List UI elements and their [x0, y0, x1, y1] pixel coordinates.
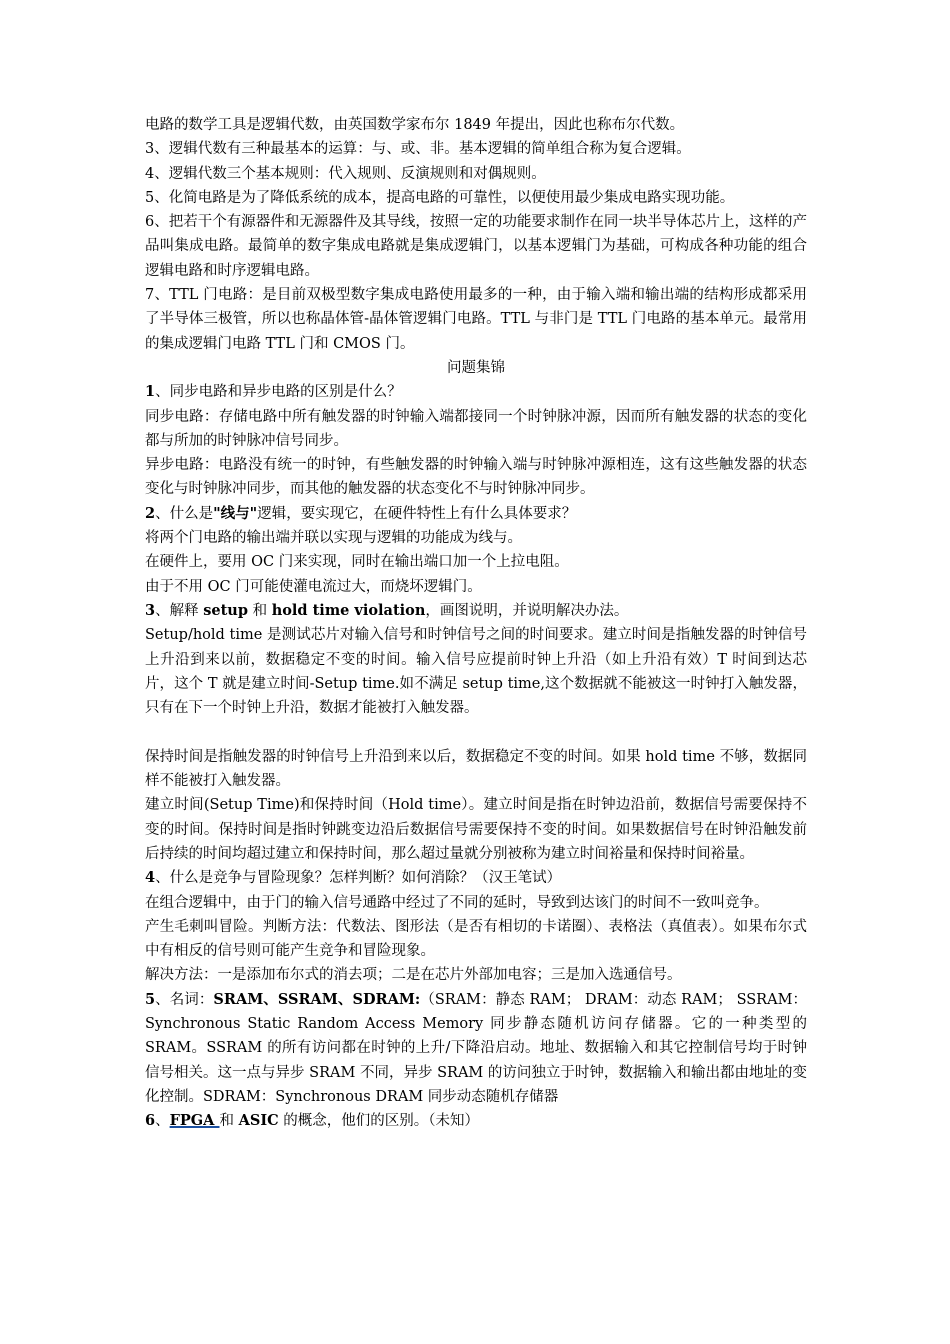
question-5-number: 5 — [145, 990, 156, 1008]
question-3-heading — [145, 599, 807, 623]
question-3-answer-setup: Setup/hold time 是测试芯片对输入信号和时钟信号之间的时间要求。建立时间是指触发器的时钟信号上升沿到来以前，数据稳定不变的时间。输入信号应提前时钟上升沿（如上升沿有效）T 时间到达芯片，这个 T 就是建立时间-Setup time.如不满足 setup time,这个数据就不能被这一时钟打入触发器，只有在下一个时钟上升沿，数据才能被打入触发器。 — [145, 627, 807, 717]
question-5-terms: SRAM、SSRAM、SDRAM: — [213, 990, 421, 1008]
question-6-term-asic: ASIC — [238, 1112, 279, 1130]
paragraph-point-7: 7、TTL 门电路：是目前双极型数字集成电路使用最多的一种，由于输入端和输出端的结构形成都采用了半导体三极管，所以也称晶体管-晶体管逻辑门电路。TTL 与非门是 TTL 门电路的基本单元。最常用的集成逻辑门电路 TTL 门和 CMOS 门。 — [145, 287, 807, 352]
question-2-quote: "线与" — [213, 504, 258, 522]
question-2-title-pre: 、什么是 — [155, 505, 214, 522]
question-6-post: 的概念，他们的区别。（未知） — [278, 1113, 479, 1130]
fpga-link[interactable]: FPGA — [169, 1112, 220, 1130]
question-3-title-post: ，画图说明，并说明解决办法。 — [425, 602, 629, 619]
paragraph-point-4: 4、逻辑代数三个基本规则：代入规则、反演规则和对偶规则。 — [145, 165, 546, 182]
question-3-term-setup: setup — [203, 601, 248, 619]
question-6-number: 6 — [145, 1112, 156, 1130]
paragraph-point-6: 6、把若干个有源器件和无源器件及其导线，按照一定的功能要求制作在同一块半导体芯片上，这样的产品叫集成电路。最简单的数字集成电路就是集成逻辑门，以基本逻辑门为基础，可构成各种功能的组合逻辑电路和时序逻辑电路。 — [145, 214, 807, 279]
paragraph-boolean-algebra: 电路的数学工具是逻辑代数，由英国数学家布尔 1849 年提出，因此也称布尔代数。 — [145, 117, 685, 133]
question-3-number: 3 — [145, 601, 156, 619]
question-1-title: 、同步电路和异步电路的区别是什么？ — [155, 384, 402, 401]
question-4-answer-hazard: 产生毛刺叫冒险。判断方法：代数法、图形法（是否有相切的卡诺圈）、表格法（真值表）。如果布尔式中有相反的信号则可能产生竞争和冒险现象。 — [145, 918, 807, 960]
question-6-mid: 和 — [219, 1113, 239, 1130]
question-2-answer-3: 由于不用 OC 门可能使灌电流过大，而烧坏逻辑门。 — [145, 578, 482, 595]
question-1-heading — [145, 380, 807, 404]
paragraph-point-5: 5、化简电路是为了降低系统的成本，提高电路的可靠性，以便使用最少集成电路实现功能。 — [145, 189, 735, 206]
question-4-answer-race: 在组合逻辑中，由于门的输入信号通路中经过了不同的延时，导致到达该门的时间不一致叫竞争。 — [145, 894, 769, 911]
paragraph-point-3: 3、逻辑代数有三种最基本的运算：与、或、非。基本逻辑的简单组合称为复合逻辑。 — [145, 141, 691, 158]
question-2-number: 2 — [145, 504, 156, 522]
question-5-title-pre: 、名词： — [155, 991, 214, 1008]
question-1-number: 1 — [145, 383, 156, 401]
question-3-title-pre: 、解释 — [155, 602, 204, 619]
question-4-title: 、什么是竞争与冒险现象？怎样判断？如何消除？（汉王笔试） — [155, 870, 562, 887]
question-5-paragraph — [145, 988, 807, 1109]
question-4-number: 4 — [145, 869, 156, 887]
question-2-answer-1: 将两个门电路的输出端并联以实现与逻辑的功能成为线与。 — [145, 530, 522, 547]
section-title: 问题集锦 — [447, 359, 505, 376]
question-6-separator: 、 — [155, 1113, 170, 1130]
question-2-answer-2: 在硬件上，要用 OC 门来实现，同时在输出端口加一个上拉电阻。 — [145, 554, 569, 571]
question-3-answer-margin: 建立时间(Setup Time)和保持时间（Hold time）。建立时间是指在时钟边沿前，数据信号需要保持不变的时间。保持时间是指时钟跳变边沿后数据信号需要保持不变的时间。如果数据信号在时钟沿触发前后持续的时间均超过建立和保持时间，那么超过量就分别被称为建立时间裕量和保持时间裕量。 — [145, 797, 807, 862]
question-1-answer-async: 异步电路：电路没有统一的时钟，有些触发器的时钟输入端与时钟脉冲源相连，这有这些触发器的状态变化与时钟脉冲同步，而其他的触发器的状态变化不与时钟脉冲同步。 — [145, 457, 807, 498]
question-3-title-mid: 和 — [247, 602, 272, 619]
blank-line — [145, 720, 807, 744]
question-1-answer-sync: 同步电路：存储电路中所有触发器的时钟输入端都接同一个时钟脉冲源，因而所有触发器的状态的变化都与所加的时钟脉冲信号同步。 — [145, 408, 807, 449]
question-3-answer-hold: 保持时间是指触发器的时钟信号上升沿到来以后，数据稳定不变的时间。如果 hold time 不够，数据同样不能被打入触发器。 — [145, 748, 807, 790]
document-page — [145, 113, 807, 1133]
question-3-term-hold: hold time violation — [271, 601, 426, 619]
question-2-title-post: 逻辑，要实现它，在硬件特性上有什么具体要求？ — [257, 505, 577, 522]
question-5-body: （SRAM：静态 RAM； DRAM：动态 RAM； SSRAM：Synchronous Static Random Access Memory 同步静态随机访问存储器。它的一种类型的 SRAM。SSRAM 的所有访问都在时钟的上升/下降沿启动。地址、数据输入和其它控制信号均于时钟信号相关。这一点与异步 SRAM 不同，异步 SRAM 的访问独立于时钟，数据输入和输出都由地址的变化控制。SDRAM：Synchronous DRAM 同步动态随机存储器 — [145, 991, 807, 1105]
question-2-heading — [145, 502, 807, 526]
question-4-heading — [145, 866, 807, 890]
question-6-heading — [145, 1109, 807, 1133]
question-4-answer-solution: 解决方法：一是添加布尔式的消去项；二是在芯片外部加电容；三是加入选通信号。 — [145, 967, 682, 984]
